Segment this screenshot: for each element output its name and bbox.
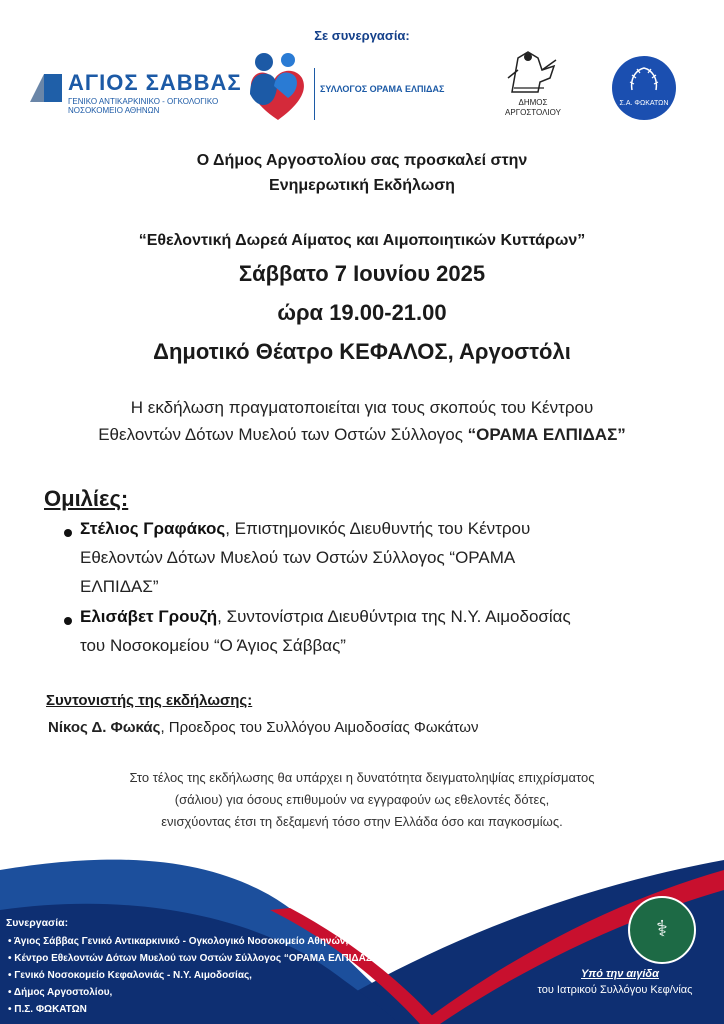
family-heart-icon — [244, 46, 312, 126]
event-date: Σάββατο 7 Ιουνίου 2025 — [238, 261, 486, 286]
purpose-line-1: Η εκδήλωση πραγματοποιείται για τους σκοπούς του Κέντρου — [130, 398, 594, 417]
collaboration-label: Σε συνεργασία: — [314, 28, 410, 43]
agios-savvas-name: ΑΓΙΟΣ ΣΑΒΒΑΣ — [68, 70, 242, 95]
note-line-3: ενισχύοντας έτσι τη δεξαμενή τόσο στην Ελλάδα όσο και παγκοσμίως. — [161, 814, 563, 829]
footer-collab-label: Συνεργασία: — [6, 917, 69, 929]
footer-partner-item: • Γενικό Νοσοκομείο Κεφαλονιάς - Ν.Υ. Αιμοδοσίας, — [8, 970, 252, 981]
note-line-2: (σάλιου) για όσους επιθυμούν να εγγραφούν ως εθελοντές δότες, — [174, 792, 550, 807]
footer-partner-item: • Άγιος Σάββας Γενικό Αντικαρκινικό - Ογκολογικό Νοσοκομείο Αθηνών, — [8, 936, 349, 947]
footer-partner-item: • Κέντρο Εθελοντών Δότων Μυελού των Οστών Σύλλογος “ΟΡΑΜΑ ΕΛΠΙΔΑΣ”, — [8, 953, 380, 964]
talk-1-line-1 — [80, 519, 530, 539]
footer-partner-item: • Π.Σ. ΦΩΚΑΤΩΝ — [8, 1004, 87, 1015]
event-title: “Εθελοντική Δωρεά Αίματος και Αιμοποιητικών Κυττάρων” — [138, 232, 586, 249]
bullet-icon — [64, 529, 72, 537]
talk-1-line-2: Εθελοντών Δότων Μυελού των Οστών Σύλλογος “ΟΡΑΜΑ — [80, 548, 516, 567]
purpose-line-2 — [0, 425, 724, 445]
talk-2-line-1 — [80, 607, 571, 627]
invitation-line-1: Ο Δήμος Αργοστολίου σας προσκαλεί στην — [196, 152, 528, 169]
event-venue: Δημοτικό Θέατρο ΚΕΦΑΛΟΣ, Αργοστόλι — [153, 339, 571, 364]
coordinator-heading: Συντονιστής της εκδήλωσης: — [46, 692, 253, 709]
orama-divider — [314, 68, 315, 120]
footer-partner-item: • Δήμος Αργοστολίου, — [8, 987, 113, 998]
fokaton-logo — [612, 56, 676, 120]
laurel-wreath-icon — [612, 56, 676, 120]
purpose-line-2-text: Εθελοντών Δότων Μυελού των Οστών Σύλλογος — [98, 425, 468, 444]
coordinator-role: , Προεδρος του Συλλόγου Αιμοδοσίας Φωκάτων — [160, 719, 479, 736]
aegis-label: Υπό την αιγίδα — [581, 968, 659, 980]
fokaton-text: Σ.Α. ΦΩΚΑΤΩΝ — [619, 100, 669, 107]
caduceus-icon: ⚕ — [656, 916, 668, 941]
invitation-line-2: Ενημερωτική Εκδήλωση — [269, 177, 455, 194]
note-line-1: Στο τέλος της εκδήλωσης θα υπάρχει η δυνατότητα δειγματοληψίας επιχρίσματος — [129, 770, 595, 785]
agios-savvas-subtitle-2: ΝΟΣΟΚΟΜΕΙΟ ΑΘΗΝΩΝ — [68, 106, 160, 115]
talk-2-role: , Συντονίστρια Διευθύντρια της Ν.Υ. Αιμοδοσίας — [217, 607, 571, 626]
coordinator-line — [48, 719, 478, 736]
talk-1-role: , Επιστημονικός Διευθυντής του Κέντρου — [225, 519, 531, 538]
talks-heading: Ομιλίες: — [44, 486, 129, 511]
purpose-orama-name: “ΟΡΑΜΑ ΕΛΠΙΔΑΣ” — [467, 425, 626, 444]
event-time: ώρα 19.00-21.00 — [277, 300, 447, 325]
medical-association-seal — [628, 896, 696, 964]
dimos-argostoliou-logo — [498, 48, 568, 120]
talk-2-line-2: του Νοσοκομείου “Ο Άγιος Σάββας” — [80, 636, 346, 655]
talk-1-line-3: ΕΛΠΙΔΑΣ” — [80, 577, 159, 596]
aegis-organization: του Ιατρικού Συλλόγου Κεφ/νίας — [537, 984, 693, 996]
coordinator-name: Νίκος Δ. Φωκάς — [48, 719, 161, 736]
dimos-line2: ΑΡΓΟΣΤΟΛΙΟΥ — [505, 108, 561, 117]
talk-2-speaker: Ελισάβετ Γρουζή — [80, 607, 218, 626]
orama-name: ΣΥΛΛΟΓΟΣ ΟΡΑΜΑ ΕΛΠΙΔΑΣ — [320, 84, 445, 94]
orama-elpidas-logo — [244, 46, 466, 126]
agios-savvas-logo — [30, 70, 240, 116]
talk-1-speaker: Στέλιος Γραφάκος — [80, 519, 226, 538]
bullet-icon — [64, 617, 72, 625]
municipal-emblem-icon — [498, 48, 568, 96]
agios-savvas-subtitle-1: ΓΕΝΙΚΟ ΑΝΤΙΚΑΡΚΙΝΙΚΟ - ΟΓΚΟΛΟΓΙΚΟ — [68, 97, 219, 106]
agios-savvas-block-icon — [44, 74, 62, 102]
dimos-line1: ΔΗΜΟΣ — [518, 98, 548, 107]
